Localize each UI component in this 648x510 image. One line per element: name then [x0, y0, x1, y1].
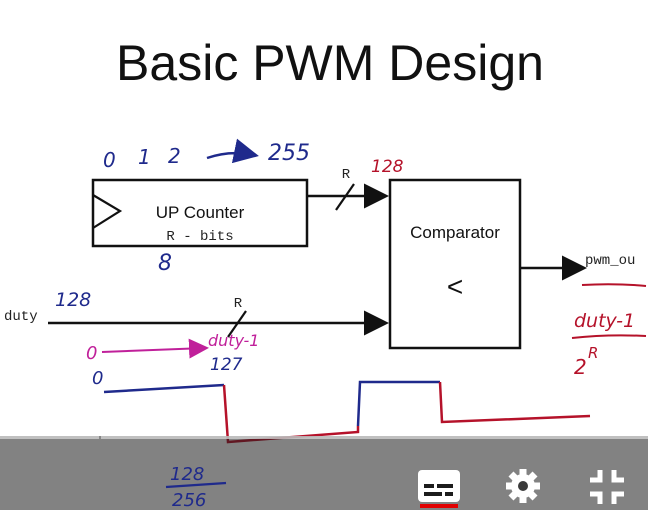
comparator-box: [390, 180, 520, 348]
waveform-start-label: 0: [92, 368, 104, 389]
comparator-label: Comparator: [410, 223, 500, 242]
duty-minus-one-arrow: [102, 348, 205, 352]
output-underline: [582, 284, 646, 286]
formula-numerator: duty-1: [574, 310, 636, 332]
output-label: pwm_ou: [585, 253, 636, 269]
up-counter-block: [93, 180, 307, 276]
comparator-symbol: <: [446, 271, 464, 302]
seq-255: 255: [268, 141, 310, 166]
formula-exponent: R: [588, 344, 599, 362]
captions-icon-line-4: [445, 492, 453, 496]
captions-icon-line-1: [424, 484, 434, 488]
comparator-block: [390, 180, 520, 348]
progress-track[interactable]: [0, 436, 648, 439]
player-overlay: [0, 436, 648, 510]
seq-2: 2: [168, 144, 181, 168]
seq-arrow: [207, 153, 254, 158]
up-counter-label: UP Counter: [155, 203, 245, 222]
captions-active-indicator: [420, 504, 458, 508]
bus-width-label-top: R: [341, 167, 351, 183]
waveform-low-1: [224, 385, 358, 442]
waveform-high-2: [358, 382, 440, 426]
duty-label: duty: [4, 309, 38, 325]
pwm-output: [520, 253, 646, 286]
fraction-numerator: 128: [170, 464, 205, 485]
captions-icon-line-3: [424, 492, 442, 496]
waveform-low-2: [440, 382, 590, 422]
waveform-high-1: [104, 385, 224, 392]
slide-title: Basic PWM Design: [116, 35, 544, 91]
pwm-waveform: [92, 355, 590, 442]
captions-icon-line-2: [437, 484, 453, 488]
seq-0: 0: [103, 148, 116, 172]
duty-minus-one-zero: 0: [86, 343, 98, 364]
waveform-edge-label: 127: [210, 355, 243, 375]
up-counter-sublabel: R - bits: [166, 229, 234, 245]
counter-sequence: [103, 141, 310, 172]
settings-button[interactable]: [506, 469, 540, 503]
duty-formula: [572, 310, 646, 379]
counter-width-annotation: 8: [158, 251, 172, 276]
duty-input: [4, 289, 384, 337]
seq-1: 1: [138, 145, 151, 169]
duty-value-annotation: 128: [55, 289, 92, 311]
fraction-denominator: 256: [172, 490, 207, 510]
gear-icon: [506, 469, 540, 503]
counter-value-annotation: 128: [371, 157, 404, 177]
formula-bar: [572, 335, 646, 338]
formula-denominator: 2: [574, 355, 587, 379]
bus-width-label-bottom: R: [233, 296, 243, 312]
duty-minus-one-label: duty-1: [208, 331, 260, 350]
